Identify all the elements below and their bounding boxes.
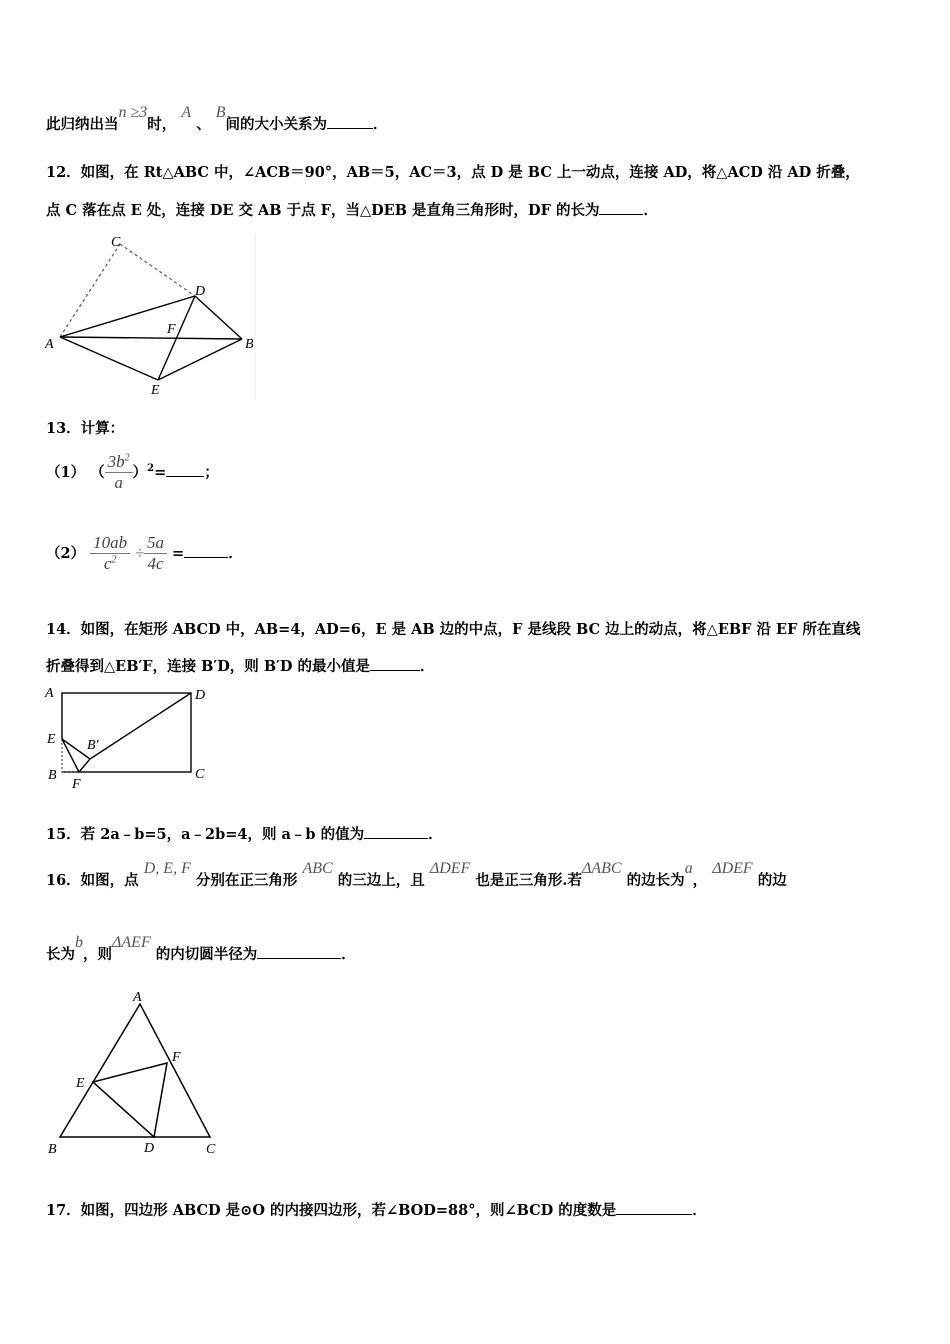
q13-p1-num-base: 3b	[107, 452, 125, 471]
q15-end: ．	[428, 826, 443, 843]
q16-def: ΔDEF	[429, 860, 471, 877]
q16-l2mid: ，则	[83, 946, 112, 963]
q13-p2-den1-exp: 2	[111, 554, 117, 566]
q15-text: 15．若 2a﹣b=5，a﹣2b=4，则 a﹣b 的值为	[46, 826, 365, 843]
q16-triangle-EFD	[93, 1063, 167, 1137]
q13-part2	[46, 533, 243, 575]
q14-label-D: D	[195, 688, 206, 703]
q13-p2-end: ．	[228, 544, 243, 562]
q16-label-F: F	[172, 1050, 181, 1065]
q16-dabc: ΔABC	[581, 860, 622, 877]
q12-seg-AE	[60, 337, 158, 380]
q16-t4: 的边长为	[626, 872, 685, 889]
q13-p1-exp: 2	[147, 463, 155, 475]
q14-seg-BpD	[90, 693, 191, 759]
q14-seg-EBp	[62, 739, 90, 759]
q11-pre: 此归纳出当	[46, 116, 119, 133]
q12-seg-AC	[60, 244, 120, 337]
q16-aef: ΔAEF	[112, 934, 151, 951]
q16-l2pre: 长为	[46, 946, 75, 963]
q12-label-E: E	[151, 383, 160, 398]
q15-answer-blank[interactable]	[364, 826, 428, 839]
q13-p2-num2: 5a	[144, 533, 167, 554]
q11-sep: 、	[196, 116, 211, 133]
q16-label-A: A	[133, 990, 142, 1005]
q12-line2	[46, 199, 658, 220]
q14-label-A: A	[45, 686, 54, 701]
q11-end: ．	[373, 116, 388, 133]
q12-seg-AB	[60, 337, 242, 339]
q11-condition: n ≥3	[118, 104, 148, 121]
q14-line2-text: 折叠得到△EB′F，连接 B′D，则 B′D 的最小值是	[46, 658, 371, 675]
q14-label-C: C	[195, 767, 205, 782]
q14-end: ．	[420, 658, 435, 675]
q16-figure	[40, 984, 240, 1162]
q13-p1-num-exp: 2	[124, 452, 130, 464]
q16-t3: 也是正三角形.若	[475, 872, 582, 889]
q13-p2-num1: 10ab	[90, 533, 130, 554]
q16-abc: ABC	[302, 860, 333, 877]
q13-p1-open: （	[90, 463, 105, 481]
q13-p2-den2: 4c	[147, 554, 164, 574]
q12-label-C: C	[111, 235, 121, 250]
q16-label-E: E	[76, 1076, 85, 1091]
q13-part1	[46, 452, 219, 494]
q12-answer-blank[interactable]	[599, 202, 643, 215]
q16-def2: ΔDEF	[712, 860, 753, 877]
q14-label-E: E	[47, 732, 56, 747]
q13-p2-fraction1	[90, 533, 130, 575]
q13-p1-end: ；	[204, 463, 219, 481]
q12-label-B: B	[245, 337, 254, 352]
q11-var-a: A	[181, 104, 192, 121]
q14-line1: 14．如图，在矩形 ABCD 中，AB=4，AD=6，E 是 AB 边的中点，F 是线段 BC 边上的动点，将△EBF 沿 EF 所在直线	[46, 621, 861, 638]
q13-title: 13．计算：	[46, 420, 125, 437]
q16-t6: 的边	[757, 872, 787, 889]
q14-seg-FBp	[79, 759, 90, 772]
q13-p1-fraction	[105, 452, 133, 494]
q11-answer-blank[interactable]	[327, 116, 373, 129]
q14-figure	[40, 681, 220, 793]
q13-p2-answer-blank[interactable]	[184, 545, 228, 558]
q16-b: b	[75, 934, 83, 951]
q16-t5: ，	[692, 872, 708, 889]
q13-p2-den1-base: c	[103, 554, 112, 574]
q12-label-D: D	[195, 284, 206, 299]
q13-p1-label: （1）	[46, 463, 86, 481]
q16-a: a	[684, 860, 693, 877]
q12-line1: 12．如图，在 Rt△ABC 中，∠ACB＝90°，AB＝5，AC＝3，点 D 是 BC 上一动点，连接 AD，将△ACD 沿 AD 折叠，	[46, 164, 860, 181]
q11-line	[46, 104, 388, 134]
q13-p2-eq: =	[167, 544, 185, 562]
q13-p1-den: a	[114, 473, 123, 493]
q14-label-F: F	[72, 777, 81, 792]
q12-seg-DB	[195, 296, 242, 339]
q16-l2post: 的内切圆半径为	[155, 946, 258, 963]
q11-var-b: B	[215, 104, 226, 121]
q16-t2: 的三边上，且	[337, 872, 425, 889]
q17-end: ．	[692, 1202, 707, 1219]
q16-line2	[46, 934, 356, 964]
q12-seg-CD	[120, 244, 195, 296]
q13-p1-num	[105, 452, 133, 473]
q11-mid: 时，	[147, 116, 177, 133]
q13-p1-eq: =	[154, 463, 167, 481]
q16-label-B: B	[48, 1142, 57, 1157]
q14-line2	[46, 655, 435, 676]
q12-label-F: F	[167, 322, 176, 337]
q12-figure	[40, 228, 265, 400]
q13-p2-div: ÷	[135, 544, 144, 562]
q12-line2-text: 点 C 落在点 E 处，连接 DE 交 AB 于点 F，当△DEB 是直角三角形时，DF 的长为	[46, 202, 600, 219]
q13-p2-den1	[90, 554, 130, 574]
q14-seg-EF	[62, 739, 79, 772]
q12-label-A: A	[45, 337, 54, 352]
q11-post: 间的大小关系为	[225, 116, 328, 133]
q17-text: 17．如图，四边形 ABCD 是⊙O 的内接四边形，若∠BOD=88°，则∠BCD 的度数是	[46, 1202, 617, 1219]
q16-t1: 分别在正三角形	[195, 872, 298, 889]
q16-pre: 16．如图，点	[46, 872, 139, 889]
q13-p1-answer-blank[interactable]	[166, 464, 204, 477]
q14-answer-blank[interactable]	[370, 658, 420, 671]
q17-line	[46, 1199, 707, 1220]
q16-label-D: D	[144, 1141, 155, 1156]
q13-p1-close: ）	[132, 463, 148, 481]
q16-answer-blank[interactable]	[257, 946, 341, 959]
q16-label-C: C	[206, 1142, 216, 1157]
q16-line1	[46, 860, 787, 890]
q16-end: ．	[341, 946, 356, 963]
q12-seg-EB	[158, 339, 242, 380]
q12-end: ．	[643, 202, 658, 219]
q15-line	[46, 823, 443, 844]
q13-p2-label: （2）	[46, 544, 86, 562]
q13-p2-fraction2	[144, 533, 167, 575]
q16-points: D, E, F	[143, 860, 191, 877]
q14-label-B: B	[48, 768, 57, 783]
q17-answer-blank[interactable]	[616, 1202, 692, 1215]
q14-label-Bprime: B′	[87, 738, 99, 753]
